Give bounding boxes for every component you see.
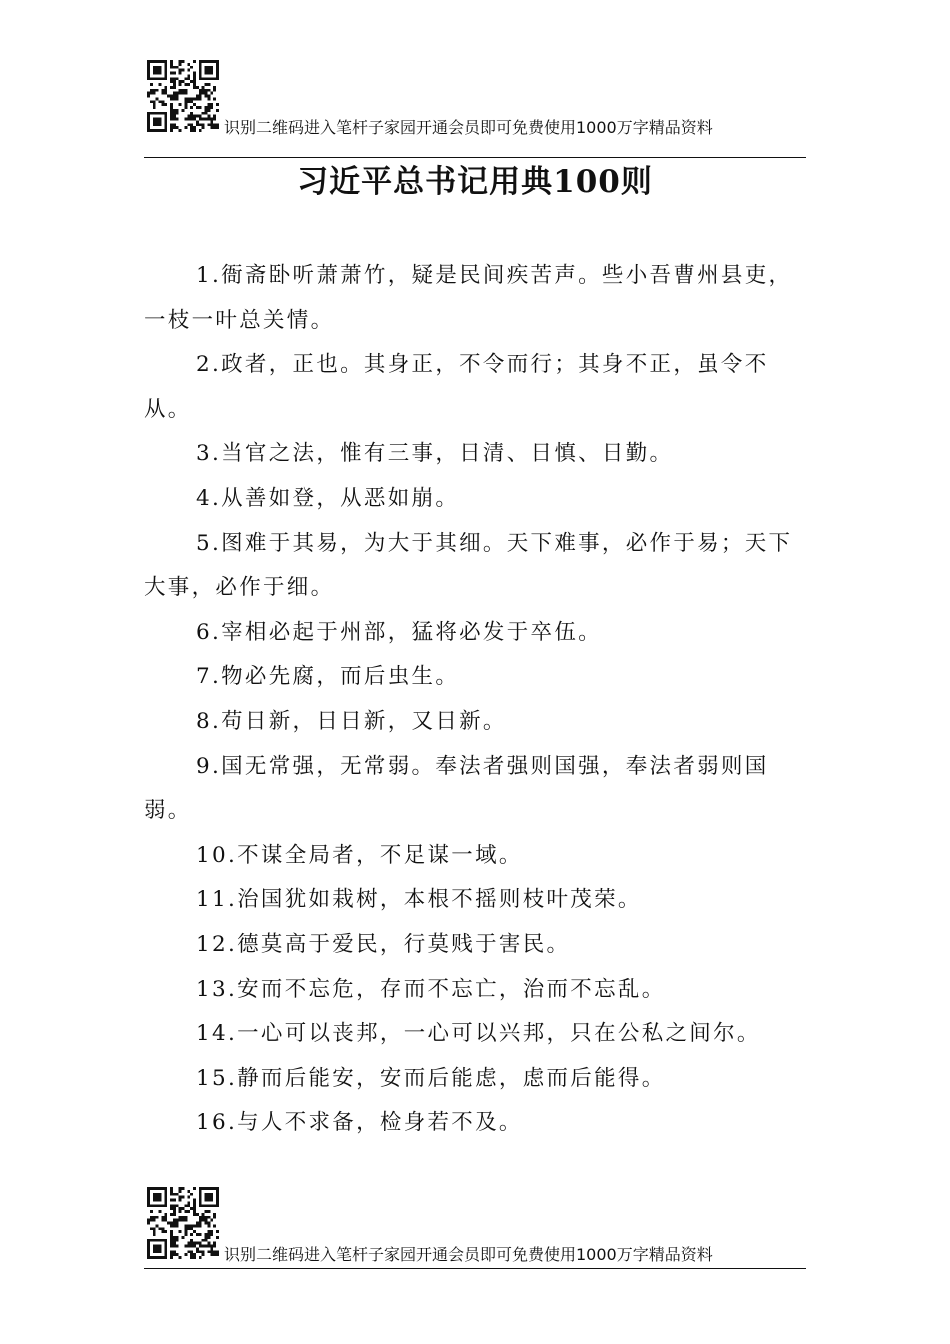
document-body [144,254,808,1146]
quote-item: 4.从善如登，从恶如崩。 [196,485,460,511]
quote-item: 3.当官之法，惟有三事，日清、日慎、日勤。 [196,441,674,467]
quote-item: 13.安而不忘危，存而不忘亡，治而不忘乱。 [196,976,666,1002]
quote-item: 2.政者，正也。其身正，不令而行；其身不正，虽令不从。 [144,352,769,422]
quote-item: 14.一心可以丧邦，一心可以兴邦，只在公私之间尔。 [196,1021,761,1047]
footer-divider [144,1268,806,1269]
document-title: 习近平总书记用典100则 [297,164,653,200]
quote-item: 7.物必先腐，而后虫生。 [196,664,460,690]
quote-item: 1.衙斋卧听萧萧竹，疑是民间疾苦声。些小吾曹州县吏，一枝一叶总关情。 [144,263,793,333]
quote-item: 9.国无常强，无常弱。奉法者强则国强，奉法者弱则国弱。 [144,753,769,824]
quote-item: 10.不谋全局者，不足谋一域。 [196,842,523,868]
qr-code-icon[interactable] [147,1187,219,1259]
quote-item: 8.苟日新，日日新，又日新。 [196,708,507,734]
quote-item: 6.宰相必起于州部，猛将必发于卒伍。 [196,619,602,645]
quote-item: 16.与人不求备，检身若不及。 [196,1110,523,1136]
quote-item: 15.静而后能安，安而后能虑，虑而后能得。 [196,1065,666,1091]
footer-promo-text: 识别二维码进入笔杆子家园开通会员即可免费使用1000万字精品资料 [224,1245,713,1264]
quote-item: 5.图难于其易，为大于其细。天下难事，必作于易；天下大事，必作于细。 [144,530,793,601]
quote-item: 12.德莫高于爱民，行莫贱于害民。 [196,931,571,957]
quote-item: 11.治国犹如栽树，本根不摇则枝叶茂荣。 [196,887,642,913]
header-divider [144,157,806,158]
header-promo-text: 识别二维码进入笔杆子家园开通会员即可免费使用1000万字精品资料 [224,118,713,137]
qr-code-icon[interactable] [147,60,219,132]
